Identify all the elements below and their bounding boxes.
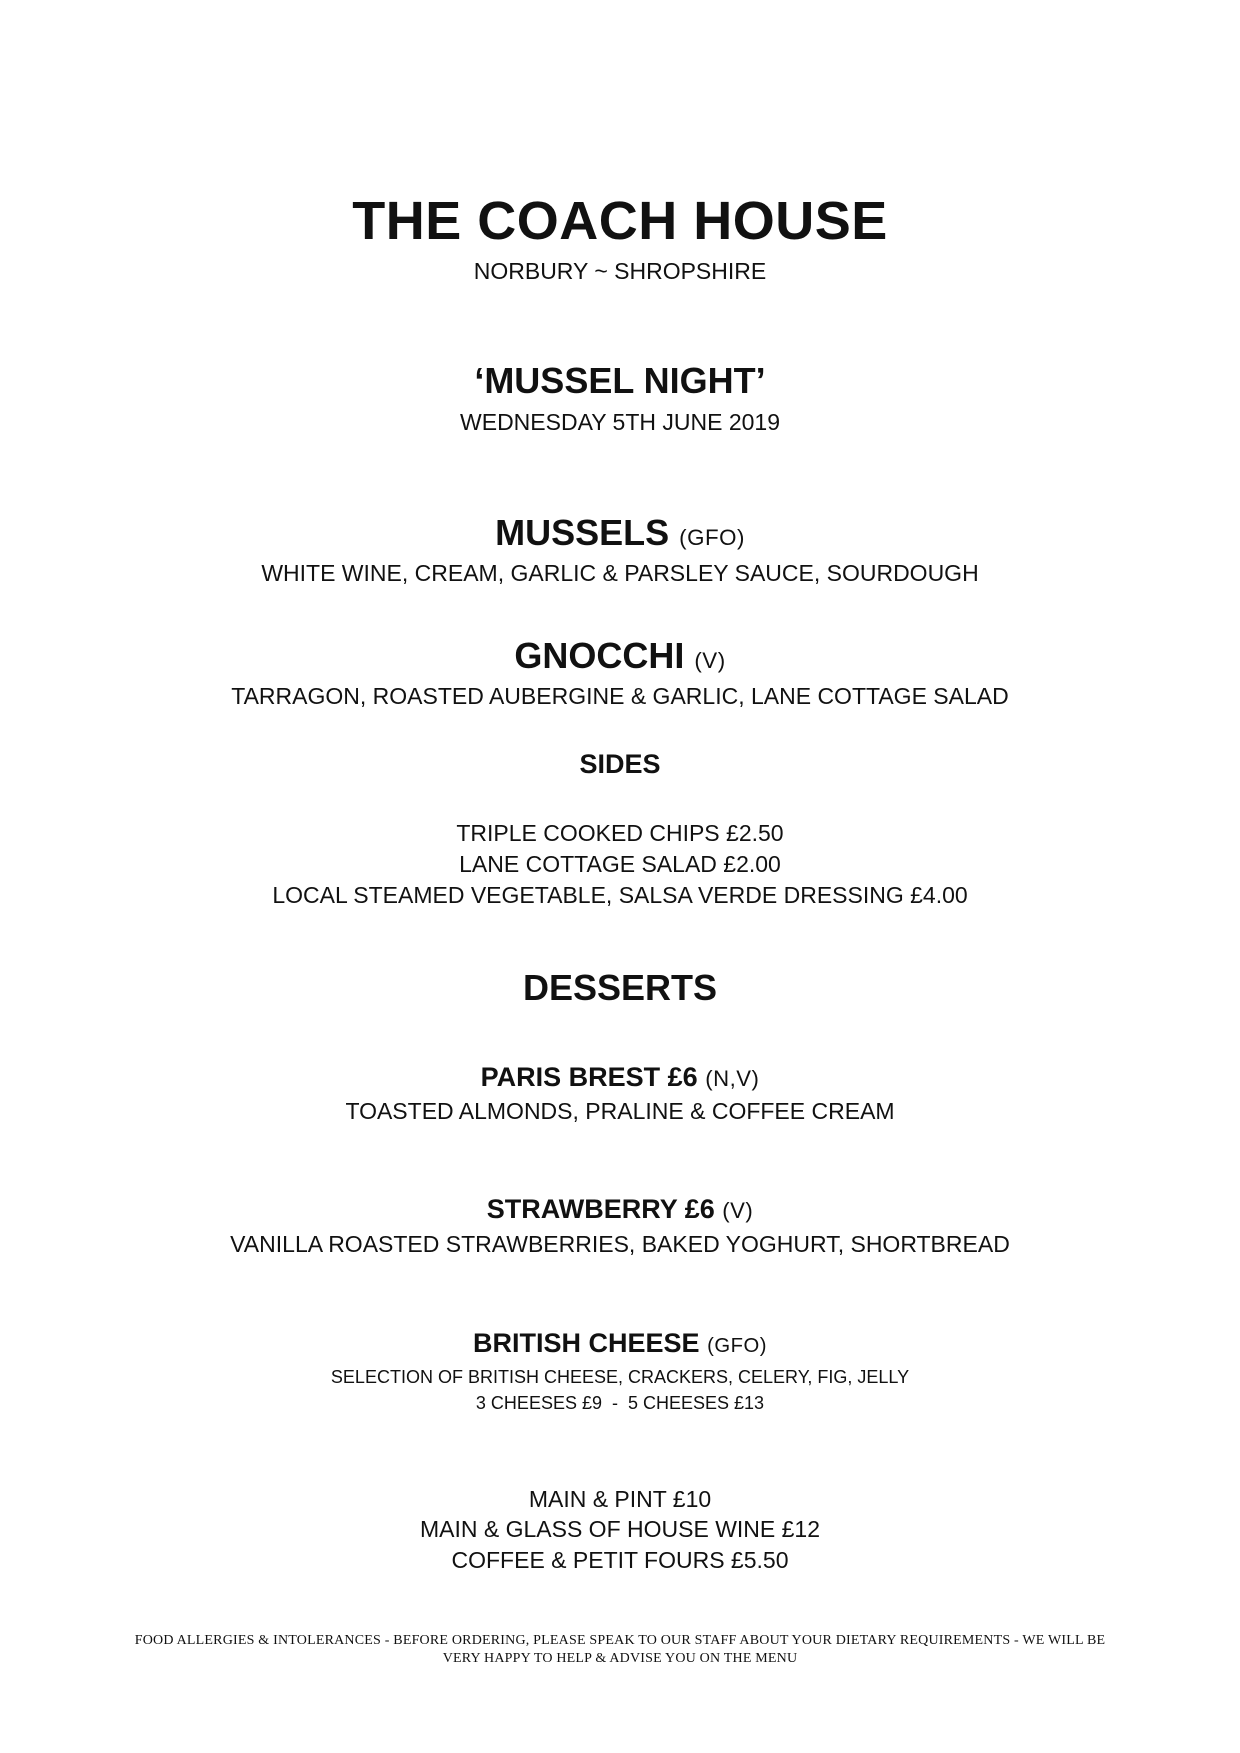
- main-mussels-name: MUSSELS: [495, 512, 670, 553]
- main-gnocchi-description: TARRAGON, ROASTED AUBERGINE & GARLIC, LANE COTTAGE SALAD: [231, 683, 1009, 709]
- main-gnocchi-tag: (V): [694, 648, 726, 673]
- desserts-heading: DESSERTS: [522, 967, 718, 1008]
- cheese-title: [0, 1330, 1240, 1357]
- offer-item: MAIN & GLASS OF HOUSE WINE £12: [419, 1516, 821, 1542]
- main-mussels-description: WHITE WINE, CREAM, GARLIC & PARSLEY SAUCE, SOURDOUGH: [261, 560, 979, 586]
- cheese-name: BRITISH CHEESE: [473, 1328, 700, 1358]
- main-gnocchi-title: [0, 635, 1240, 676]
- dessert-strawberry-title: [0, 1196, 1240, 1223]
- cheese-description: SELECTION OF BRITISH CHEESE, CRACKERS, CELERY, FIG, JELLY: [330, 1367, 910, 1387]
- allergy-notice-line-1: FOOD ALLERGIES & INTOLERANCES - BEFORE ORDERING, PLEASE SPEAK TO OUR STAFF ABOUT YOUR DIETARY REQUIREMENTS - WE WILL BE: [134, 1633, 1106, 1648]
- event-date: WEDNESDAY 5TH JUNE 2019: [460, 409, 780, 435]
- main-mussels-tag: (GFO): [679, 525, 745, 550]
- dessert-strawberry-name: STRAWBERRY £6: [486, 1194, 715, 1224]
- restaurant-name: THE COACH HOUSE: [352, 191, 888, 251]
- offer-item: COFFEE & PETIT FOURS £5.50: [451, 1547, 789, 1573]
- allergy-notice-line-2: VERY HAPPY TO HELP & ADVISE YOU ON THE MENU: [442, 1651, 798, 1666]
- main-gnocchi-name: GNOCCHI: [514, 635, 685, 676]
- dessert-paris-brest-title: [0, 1064, 1240, 1091]
- cheese-prices: 3 CHEESES £9 - 5 CHEESES £13: [475, 1393, 765, 1413]
- side-item: TRIPLE COOKED CHIPS £2.50: [456, 820, 784, 846]
- dessert-paris-brest-tag: (N,V): [705, 1066, 760, 1091]
- cheese-tag: (GFO): [707, 1335, 767, 1357]
- dessert-paris-brest-description: TOASTED ALMONDS, PRALINE & COFFEE CREAM: [345, 1098, 895, 1124]
- event-title: ‘MUSSEL NIGHT’: [474, 360, 766, 401]
- side-item: LANE COTTAGE SALAD £2.00: [459, 851, 781, 877]
- main-mussels-title: [0, 512, 1240, 553]
- dessert-strawberry-description: VANILLA ROASTED STRAWBERRIES, BAKED YOGHURT, SHORTBREAD: [230, 1231, 1010, 1257]
- offer-item: MAIN & PINT £10: [528, 1486, 712, 1512]
- restaurant-location: NORBURY ~ SHROPSHIRE: [473, 258, 767, 284]
- side-item: LOCAL STEAMED VEGETABLE, SALSA VERDE DRESSING £4.00: [272, 882, 968, 908]
- dessert-paris-brest-name: PARIS BREST £6: [480, 1062, 698, 1092]
- sides-heading: SIDES: [579, 749, 661, 779]
- dessert-strawberry-tag: (V): [722, 1198, 754, 1223]
